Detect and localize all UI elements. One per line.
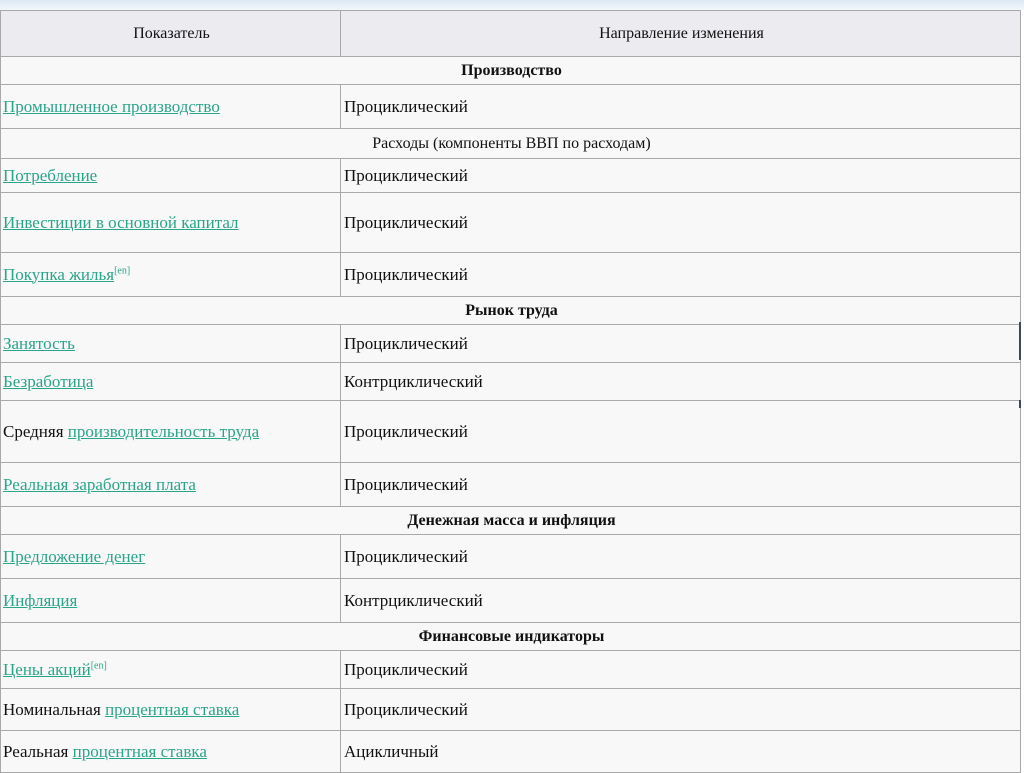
indicator-cell (1, 363, 341, 401)
indicator-link[interactable]: процентная ставка (105, 699, 240, 719)
section-title: Рынок труда (1, 297, 1021, 325)
indicator-link[interactable]: производительность труда (67, 421, 260, 441)
direction-cell: Проциклический (341, 193, 1021, 253)
table-row (1, 689, 1021, 731)
direction-cell: Проциклический (341, 85, 1021, 129)
indicator-link[interactable]: Предложение денег (3, 546, 146, 566)
direction-cell: Ацикличный (341, 731, 1021, 773)
en-reference-link[interactable]: [en] (114, 264, 131, 276)
table-row (1, 193, 1021, 253)
direction-cell: Проциклический (341, 651, 1021, 689)
table-row (1, 579, 1021, 623)
en-reference-link[interactable]: [en] (90, 659, 107, 671)
direction-cell: Проциклический (341, 159, 1021, 193)
section-header-row (1, 57, 1021, 85)
table-row (1, 535, 1021, 579)
direction-cell: Проциклический (341, 535, 1021, 579)
table-row (1, 463, 1021, 507)
table-row (1, 651, 1021, 689)
indicator-text: Номинальная (3, 699, 106, 719)
direction-cell: Проциклический (341, 463, 1021, 507)
direction-cell: Контрциклический (341, 363, 1021, 401)
indicator-link[interactable]: Занятость (3, 333, 75, 353)
subsection-title: Расходы (компоненты ВВП по расходам) (1, 129, 1021, 159)
section-header-row (1, 623, 1021, 651)
indicator-cell (1, 401, 341, 463)
indicator-link[interactable]: Покупка жилья (3, 264, 115, 284)
indicator-text: Средняя (3, 421, 68, 441)
direction-cell: Проциклический (341, 325, 1021, 363)
table-row (1, 731, 1021, 773)
window-edge (1019, 322, 1021, 360)
indicator-cell (1, 689, 341, 731)
column-header-indicator: Показатель (1, 11, 341, 57)
column-header-direction: Направление изменения (341, 11, 1021, 57)
indicator-cell (1, 159, 341, 193)
window-edge (1019, 400, 1021, 408)
table-row (1, 363, 1021, 401)
top-strip (0, 0, 1024, 10)
table-row (1, 85, 1021, 129)
section-title: Финансовые индикаторы (1, 623, 1021, 651)
section-header-row (1, 507, 1021, 535)
table-row (1, 401, 1021, 463)
indicator-link[interactable]: Инвестиции в основной капитал (3, 212, 239, 232)
indicator-link[interactable]: Потребление (3, 165, 98, 185)
indicators-table (0, 10, 1021, 773)
indicator-cell (1, 463, 341, 507)
section-title: Производство (1, 57, 1021, 85)
direction-cell: Контрциклический (341, 579, 1021, 623)
indicator-cell (1, 85, 341, 129)
direction-cell: Проциклический (341, 401, 1021, 463)
table-row (1, 325, 1021, 363)
indicator-link[interactable]: Безработица (3, 371, 94, 391)
header-row (1, 11, 1021, 57)
indicator-cell (1, 579, 341, 623)
indicator-link[interactable]: Реальная заработная плата (3, 474, 196, 494)
subsection-header-row (1, 129, 1021, 159)
indicator-link[interactable]: Инфляция (3, 590, 78, 610)
section-title: Денежная масса и инфляция (1, 507, 1021, 535)
indicator-cell (1, 731, 341, 773)
section-header-row (1, 297, 1021, 325)
table-body (1, 57, 1021, 773)
table-row (1, 253, 1021, 297)
indicator-text: Реальная (3, 741, 73, 761)
indicator-link[interactable]: процентная ставка (72, 741, 207, 761)
indicator-link[interactable]: Цены акций (3, 659, 91, 679)
indicator-cell (1, 193, 341, 253)
table-row (1, 159, 1021, 193)
indicator-cell (1, 253, 341, 297)
direction-cell: Проциклический (341, 689, 1021, 731)
indicator-link[interactable]: Промышленное производство (3, 96, 220, 116)
indicator-cell (1, 535, 341, 579)
direction-cell: Проциклический (341, 253, 1021, 297)
indicator-cell (1, 651, 341, 689)
indicator-cell (1, 325, 341, 363)
